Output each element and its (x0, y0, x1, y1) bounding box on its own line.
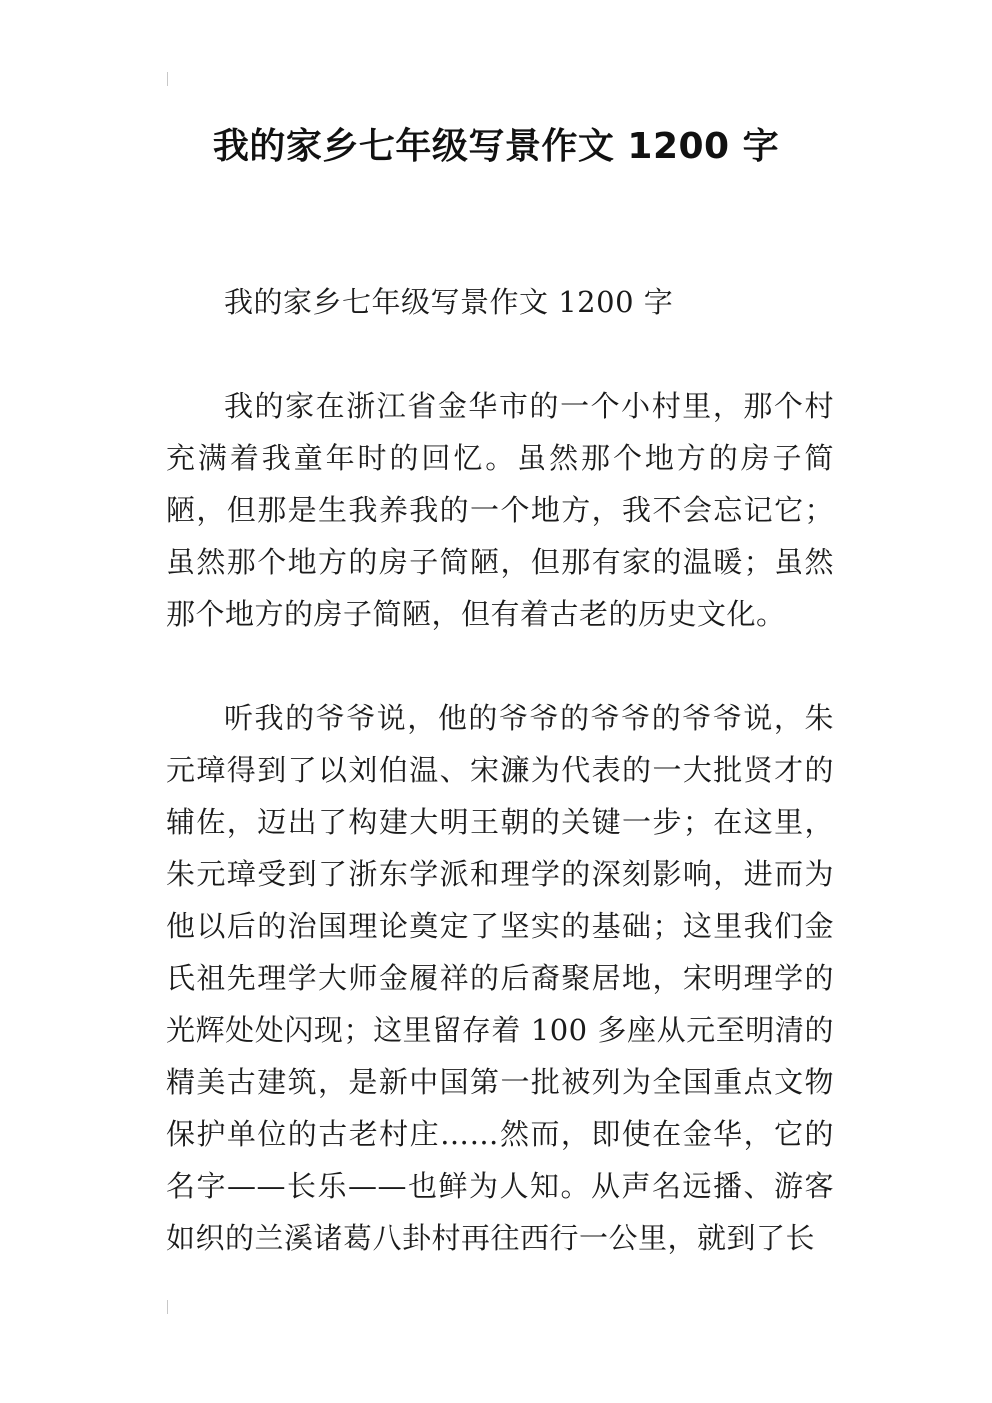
paragraph-1: 我的家在浙江省金华市的一个小村里，那个村充满着我童年时的回忆。虽然那个地方的房子简陋，但那是生我养我的一个地方，我不会忘记它；虽然那个地方的房子简陋，但那有家的温暖；虽然那个地方的房子简陋，但有着古老的历史文化。 (166, 389, 834, 631)
paragraph-2: 听我的爷爷说，他的爷爷的爷爷的爷爷说，朱元璋得到了以刘伯温、宋濂为代表的一大批贤才的辅佐，迈出了构建大明王朝的关键一步；在这里，朱元璋受到了浙东学派和理学的深刻影响，进而为他以后的治国理论奠定了坚实的基础；这里我们金氏祖先理学大师金履祥的后裔聚居地，宋明理学的光辉处处闪现；这里留存着 100 多座从元至明清的精美古建筑，是新中国第一批被列为全国重点文物保护单位的古老村庄……然而，即使在金华，它的名字——长乐——也鲜为人知。从声名远播、游客如织的兰溪诸葛八卦村再往西行一公里，就到了长 (166, 701, 834, 1255)
document-title: 我的家乡七年级写景作文 1200 字 (212, 126, 780, 167)
document-subtitle: 我的家乡七年级写景作文 1200 字 (224, 285, 674, 319)
document-body (166, 276, 834, 1316)
crop-mark-top (167, 72, 168, 86)
